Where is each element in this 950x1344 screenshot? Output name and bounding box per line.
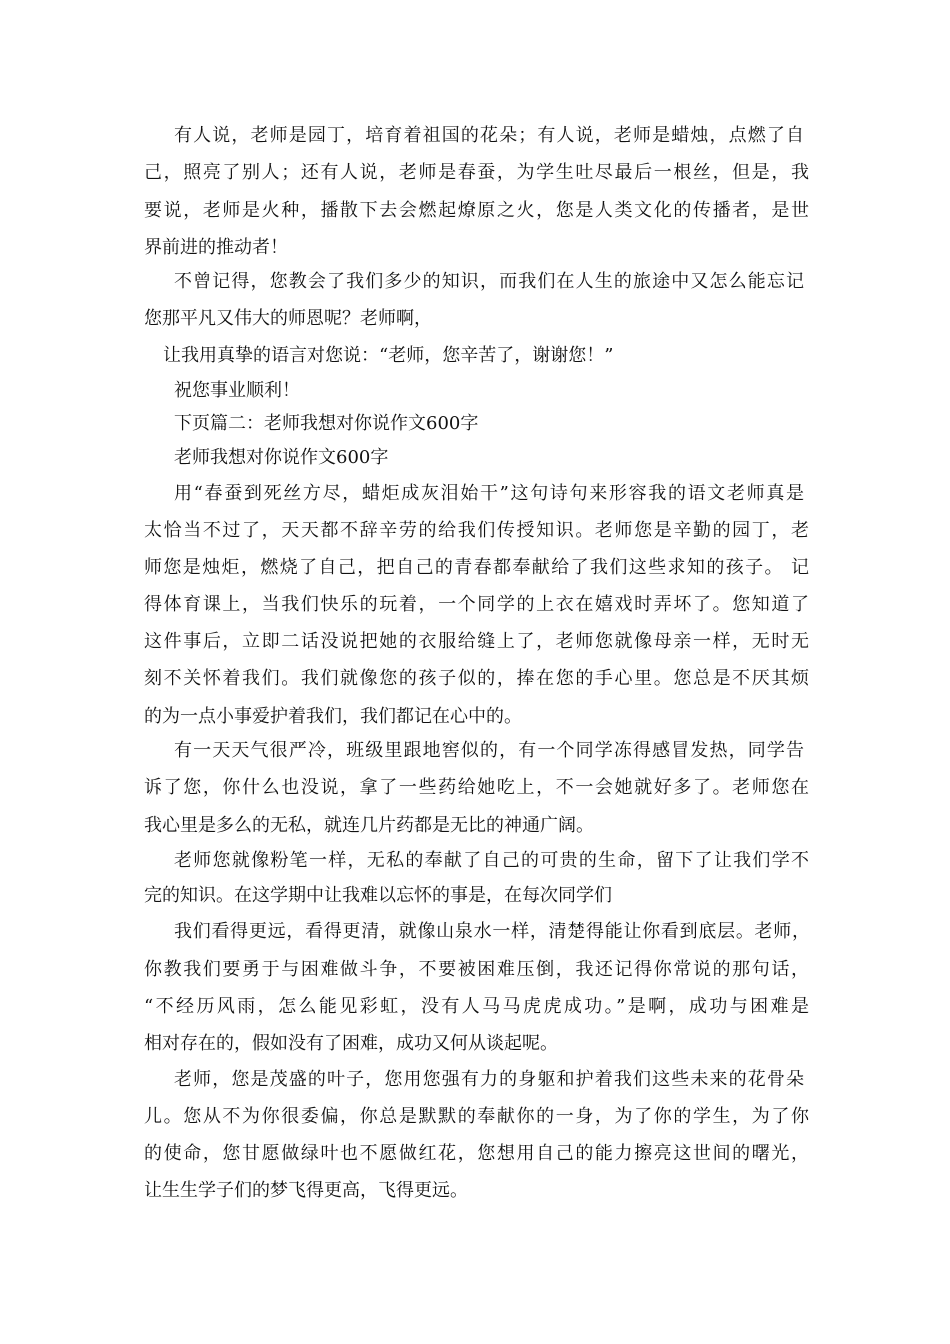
text-line: 相对存在的，假如没有了困难，成功又何从谈起呢。: [144, 1033, 558, 1054]
text-line: 太恰当不过了，天天都不辞辛劳的给我们传授知识。老师您是辛勤的园丁，老: [144, 520, 809, 541]
text-line: 下页篇二：老师我想对你说作文600字: [174, 413, 479, 434]
text-line: 的使命，您甘愿做绿叶也不愿做红花，您想用自己的能力擦亮这世间的曙光，: [144, 1143, 809, 1164]
text-line: 我们看得更远，看得更清，就像山泉水一样，清楚得能让你看到底层。老师，: [174, 921, 810, 942]
text-line: 让我用真挚的语言对您说：“老师，您辛苦了，谢谢您！”: [163, 345, 614, 366]
text-line: 儿。您从不为你很委偏，你总是默默的奉献你的一身，为了你的学生，为了你: [144, 1106, 809, 1127]
text-line: 师您是烛炬，燃烧了自己，把自己的青春都奉献给了我们这些求知的孩子。 记: [144, 557, 809, 578]
text-line: 诉了您，你什么也没说，拿了一些药给她吃上，不一会她就好多了。老师您在: [144, 777, 809, 798]
text-line: “不经历风雨，怎么能见彩虹，没有人马马虎虎成功。”是啊，成功与困难是: [144, 996, 809, 1017]
text-line: 让生生学子们的梦飞得更高，飞得更远。: [144, 1180, 468, 1201]
text-line: 界前进的推动者！: [144, 237, 288, 258]
text-line: 用“春蚕到死丝方尽，蜡炬成灰泪始干”这句诗句来形容我的语文老师真是: [174, 483, 804, 504]
text-line: 刻不关怀着我们。我们就像您的孩子似的，捧在您的手心里。您总是不厌其烦: [144, 668, 809, 689]
text-line: 有人说，老师是园丁，培育着祖国的花朵；有人说，老师是蜡烛，点燃了自: [174, 125, 804, 146]
text-line: 要说，老师是火种，播散下去会燃起燎原之火，您是人类文化的传播者，是世: [144, 200, 809, 221]
text-line: 得体育课上，当我们快乐的玩着，一个同学的上衣在嬉戏时弄坏了。您知道了: [144, 594, 809, 615]
text-line: 老师，您是茂盛的叶子，您用您强有力的身躯和护着我们这些未来的花骨朵: [174, 1069, 804, 1090]
text-line: 这件事后，立即二话没说把她的衣服给缝上了，老师您就像母亲一样，无时无: [144, 631, 809, 652]
text-line: 有一天天气很严冷，班级里跟地窖似的，有一个同学冻得感冒发热，同学告: [174, 740, 804, 761]
text-line: 老师您就像粉笔一样，无私的奉献了自己的可贵的生命，留下了让我们学不: [174, 850, 809, 871]
text-line: 完的知识。在这学期中让我难以忘怀的事是，在每次同学们: [144, 885, 612, 906]
text-line: 不曾记得，您教会了我们多少的知识，而我们在人生的旅途中又怎么能忘记: [174, 271, 804, 292]
text-line: 的为一点小事爱护着我们，我们都记在心中的。: [144, 706, 522, 727]
text-line: 你教我们要勇于与困难做斗争，不要被困难压倒，我还记得你常说的那句话，: [144, 959, 809, 980]
text-line: 己，照亮了别人；还有人说，老师是春蚕，为学生吐尽最后一根丝，但是，我: [144, 162, 809, 183]
text-line: 您那平凡又伟大的师恩呢？老师啊，: [144, 308, 432, 329]
text-line: 祝您事业顺利！: [174, 380, 300, 401]
text-line: 我心里是多么的无私，就连几片药都是无比的神通广阔。: [144, 815, 594, 836]
text-line: 老师我想对你说作文600字: [174, 447, 389, 468]
